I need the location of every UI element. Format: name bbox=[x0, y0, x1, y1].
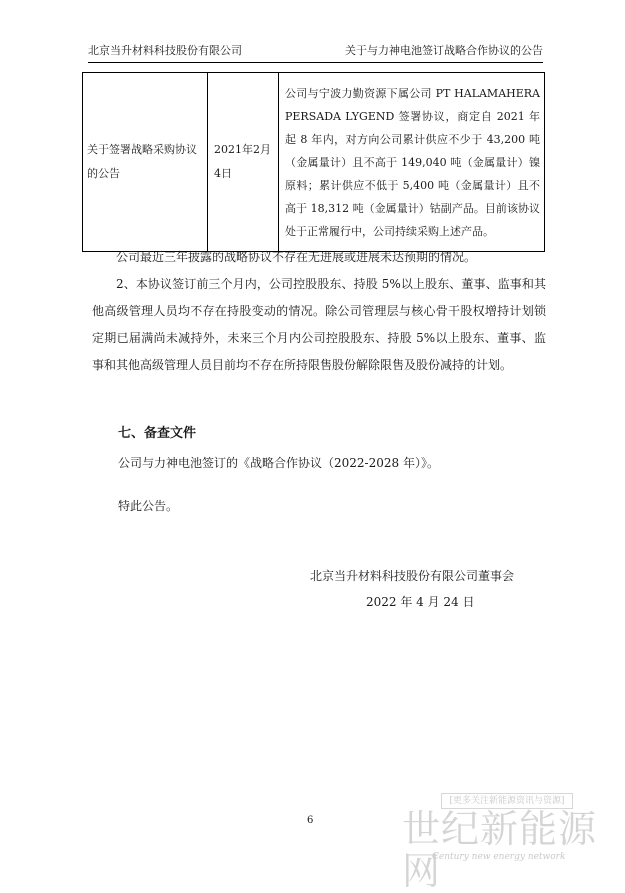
page-header bbox=[88, 44, 543, 63]
section-7-text: 公司与力神电池签订的《战略合作协议（2022-2028 年）》。 bbox=[118, 456, 439, 470]
announcement-name-cell: 关于签署战略采购协议的公告 bbox=[83, 73, 208, 252]
paragraph-1: 公司最近三年披露的战略协议不存在无进展或进展未达预期的情况。 bbox=[116, 250, 477, 264]
page-number: 6 bbox=[307, 815, 314, 826]
agreement-content-cell: 公司与宁波力勤资源下属公司 PT HALAMAHERA PERSADA LYGEND 签署协议，商定自 2021 年起 8 年内，对方向公司累计供应不少于 43,200 吨（金属量计）且不高于 149,040 吨（金属量计）镍原料；累计供应不低于 5,400 吨（金属量计）且不高于 18,312 吨（金属量计）钴副产品。目前该协议处于正常履行中，公司持续采购上述产品。 bbox=[279, 73, 545, 252]
watermark-english: Century new energy network bbox=[432, 852, 566, 862]
section-7-title: 七、备查文件 bbox=[118, 426, 197, 441]
table-row bbox=[83, 73, 545, 252]
strategic-agreement-table bbox=[82, 72, 545, 252]
watermark-slogan: [更多关注新能源资讯与资源] bbox=[441, 793, 573, 809]
closing-text: 特此公告。 bbox=[118, 499, 179, 513]
watermark-brand: 世纪新能源网 bbox=[402, 807, 598, 893]
signature-date: 2022 年 4 月 24 日 bbox=[366, 595, 475, 609]
header-doc-title: 关于与力神电池签订战略合作协议的公告 bbox=[345, 44, 543, 57]
signature-org: 北京当升材料科技股份有限公司董事会 bbox=[310, 569, 515, 583]
header-company: 北京当升材料科技股份有限公司 bbox=[88, 44, 242, 57]
paragraph-2: 2、本协议签订前三个月内，公司控股股东、持股 5%以上股东、董事、监事和其他高级管理人员均不存在持股变动的情况。除公司管理层与核心骨干股权增持计划锁定期已届满尚未减持外，未来三个月内公司控股股东、持股 5%以上股东、董事、监事和其他高级管理人员目前均不存在所持限售股份解除限售及股份减持的计划。 bbox=[92, 277, 546, 372]
announcement-date-cell: 2021年2月4日 bbox=[208, 73, 279, 252]
